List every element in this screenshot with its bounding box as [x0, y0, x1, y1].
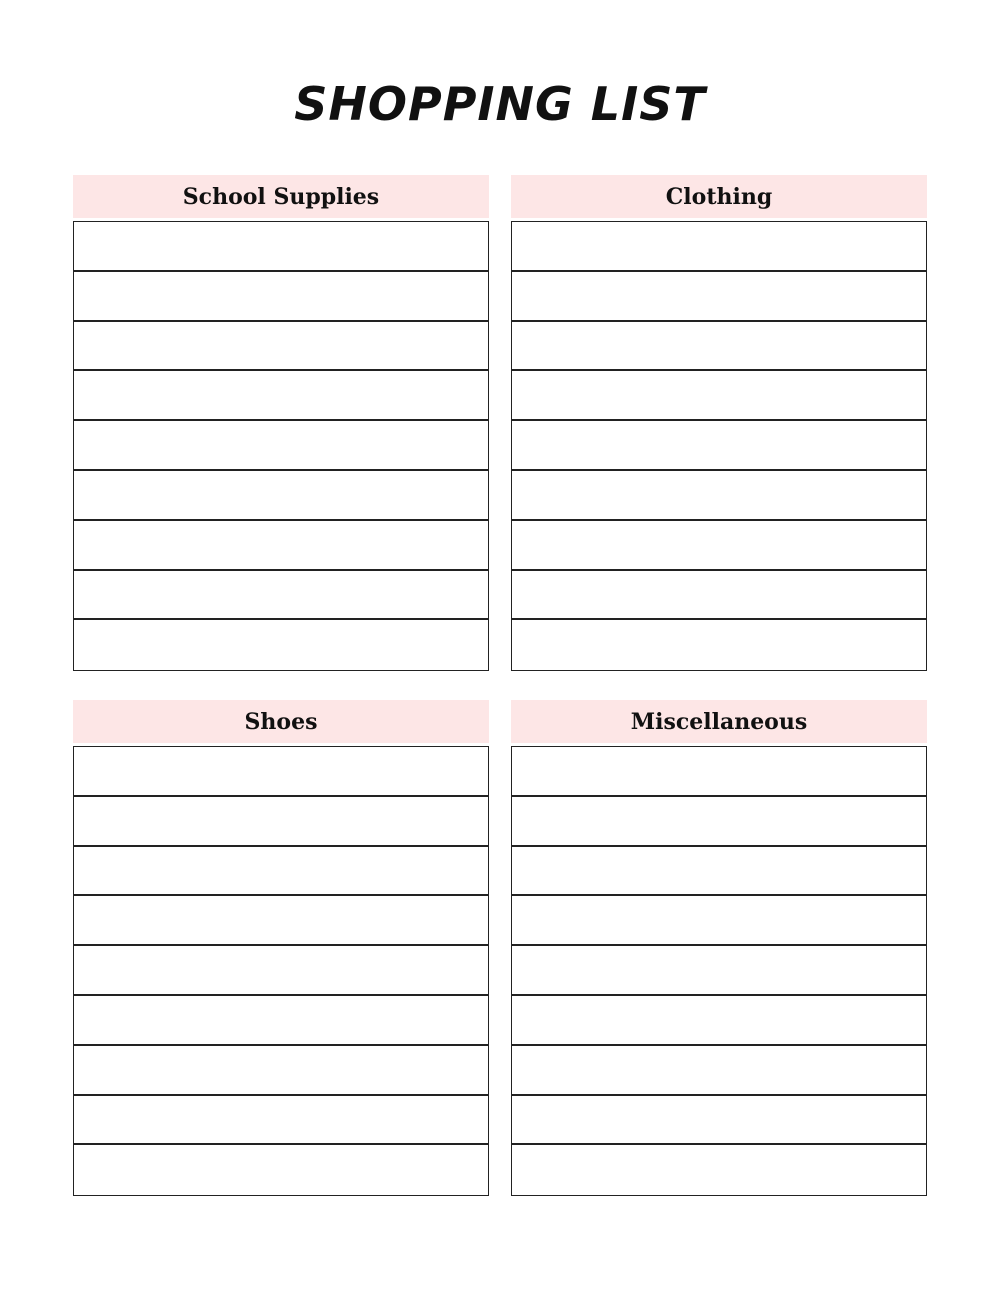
list-item-line[interactable] — [512, 222, 926, 272]
list-item-line[interactable] — [74, 322, 488, 372]
item-rows — [73, 746, 489, 1196]
list-item-line[interactable] — [512, 996, 926, 1046]
section-header: Clothing — [511, 175, 927, 218]
list-item-line[interactable] — [74, 521, 488, 571]
list-item-line[interactable] — [74, 222, 488, 272]
list-item-line[interactable] — [512, 747, 926, 797]
list-item-line[interactable] — [74, 1096, 488, 1146]
list-item-line[interactable] — [74, 371, 488, 421]
list-item-line[interactable] — [512, 1145, 926, 1195]
section-school-supplies — [73, 175, 489, 671]
list-item-line[interactable] — [74, 896, 488, 946]
list-item-line[interactable] — [74, 747, 488, 797]
list-item-line[interactable] — [512, 847, 926, 897]
list-item-line[interactable] — [512, 946, 926, 996]
list-item-line[interactable] — [512, 1096, 926, 1146]
section-shoes — [73, 700, 489, 1196]
item-rows — [73, 221, 489, 671]
list-item-line[interactable] — [512, 896, 926, 946]
item-rows — [511, 746, 927, 1196]
section-miscellaneous — [511, 700, 927, 1196]
list-item-line[interactable] — [512, 471, 926, 521]
list-item-line[interactable] — [74, 571, 488, 621]
page-title: SHOPPING LIST — [294, 77, 706, 131]
section-header: Shoes — [73, 700, 489, 743]
item-rows — [511, 221, 927, 671]
section-clothing — [511, 175, 927, 671]
list-item-line[interactable] — [512, 797, 926, 847]
list-item-line[interactable] — [512, 421, 926, 471]
list-item-line[interactable] — [74, 797, 488, 847]
list-item-line[interactable] — [74, 272, 488, 322]
list-item-line[interactable] — [74, 471, 488, 521]
list-item-line[interactable] — [74, 1145, 488, 1195]
list-item-line[interactable] — [512, 521, 926, 571]
section-header: School Supplies — [73, 175, 489, 218]
list-item-line[interactable] — [74, 1046, 488, 1096]
list-item-line[interactable] — [74, 996, 488, 1046]
list-item-line[interactable] — [74, 421, 488, 471]
list-item-line[interactable] — [512, 620, 926, 670]
list-item-line[interactable] — [74, 620, 488, 670]
section-header: Miscellaneous — [511, 700, 927, 743]
list-item-line[interactable] — [512, 1046, 926, 1096]
list-item-line[interactable] — [512, 272, 926, 322]
list-item-line[interactable] — [74, 946, 488, 996]
list-item-line[interactable] — [512, 322, 926, 372]
list-item-line[interactable] — [512, 371, 926, 421]
list-item-line[interactable] — [74, 847, 488, 897]
list-item-line[interactable] — [512, 571, 926, 621]
